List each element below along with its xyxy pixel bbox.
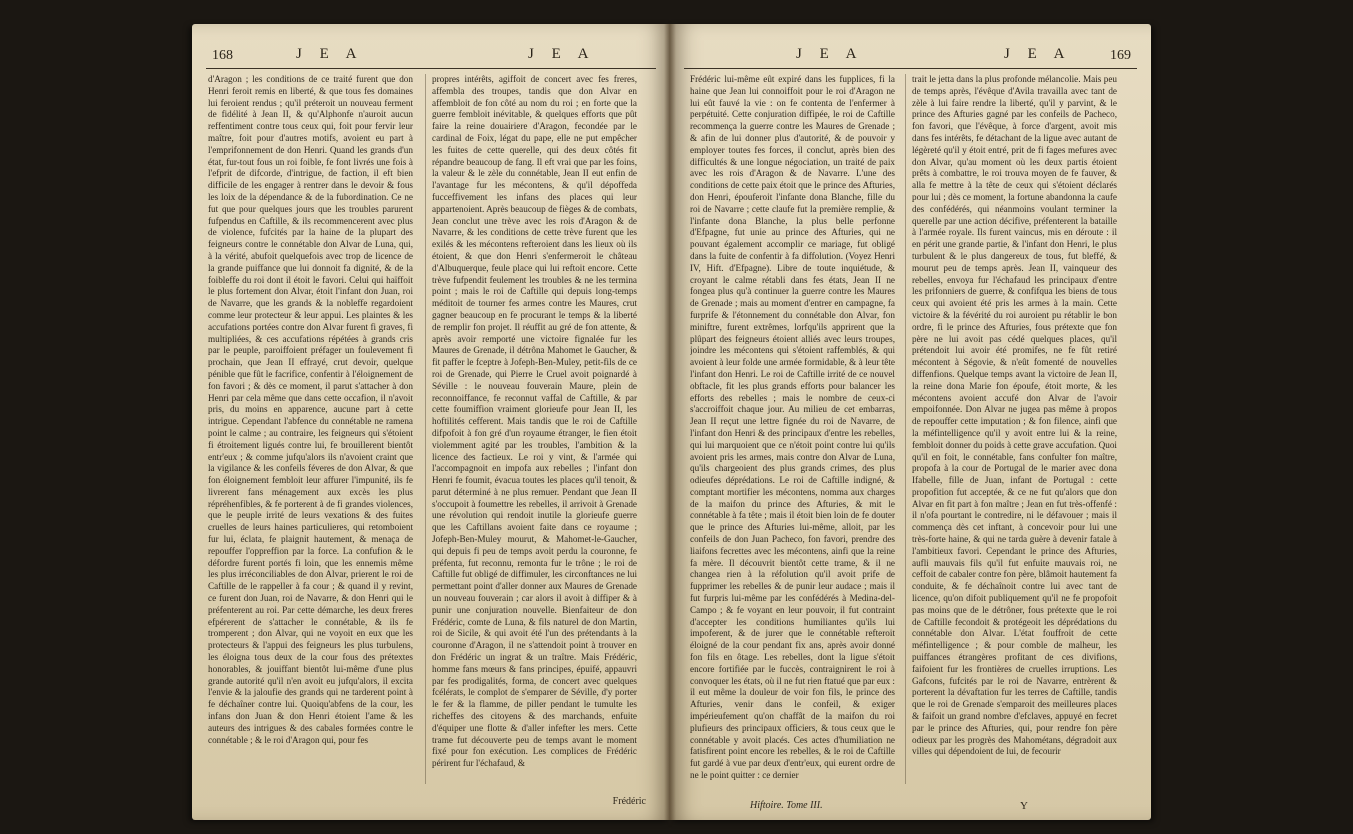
right-page-footer: Hiftoire. Tome III.	[750, 800, 823, 811]
left-page-header	[208, 46, 654, 66]
left-column-divider	[425, 74, 426, 784]
left-catchword: Frédéric	[612, 796, 646, 807]
left-page-number: 168	[212, 48, 233, 63]
left-running-head-b: J E A	[528, 46, 596, 62]
right-running-head-a: J E A	[796, 46, 864, 62]
signature-mark: Y	[1020, 800, 1028, 812]
right-column-divider	[905, 74, 906, 784]
left-column-1: d'Aragon ; les conditions de ce traité furent que don Henri feroit remis en liberté, & que tous fes domaines lui feroient rendus ; qu'il préteroit un nouveau ferment de fidélité à Jean II, & qu'Alphonfe n'auroit aucun reffentiment contre tous ceux qui, foit pour fervir leur maître, foit pour d'autres motifs, avoient eu part à l'emprifonnement de don Henri. Quand les grands d'un état, fur-tout fous un roi foible, fe font livrés une fois à l'efprit de difcorde, d'intrigue, de faction, il eft bien difficile de les engager à rentrer dans le devoir & fous les loix de la dépendance & de la fubordination. Ce ne fut que pour quelques jours que les troubles parurent fufpendus en Caftille, & ils recommencerent avec plus de violence, fufcités par la haine de la plupart des feigneurs contre le connétable don Alvar de Luna, qui, à la vérité, abufoit quelquefois avec trop de licence de la grande puiffance que lui donnoit fa dignité, & de la foibleffe du roi dont il étoit le favori. Celui qui haïffoit le plus fortement don Alvar, étoit l'infant don Juan, roi de Navarre, que les grands & la nobleffe regardoient comme leur protecteur & leur appui. Les plaintes & les accufations portées contre don Alvar furent fi graves, fi multipliées, & ces accufations répétées à grands cris par le peuple, paroiffoient préfager un foulevement fi prochain, que Jean II effrayé, crut devoir, quelque pénible que fût le facrifice, confentir à l'éloignement de fon favori ; & dès ce moment, il parut s'attacher à don Henri par cela même que dans cette occafion, il n'avoit pris, du moins en apparence, aucune part à cette intrigue. Cependant l'abfence du connétable ne ramena point le calme ; au contraire, les feigneurs qui s'étoient fi étroitement ligués contre lui, fe brouillerent bientôt entr'eux ; & comme jufqu'alors ils n'avoient craint que la vigilance & les confeils féveres de don Alvar, & que fon éloignement fembloit leur affurer l'impunité, ils fe livrerent fans ménagement aux excès les plus répréhenfibles, & fe porterent à de fi grandes violences, que le peuple irrité de leurs vexations & des fuites cruelles de leurs haines particulieres, qui retomboient fur lui, éclata, fe plaignit hautement, & menaça de repouffer l'oppreffion par la force. La confufion & le défordre furent portés fi loin, que les ennemis même les plus irréconciliables de don Alvar, prierent le roi de Caftille de le rappeller à fa cour ; & quand il y revint, ce furent don Juan, roi de Navarre, & don Henri qui le préfenterent au roi. Par cette démarche, les deux freres efpérerent de s'attacher le connétable, & ils fe tromperent ; don Alvar, qui ne voyoit en eux que les protecteurs & l'appui des feigneurs les plus turbulens, les éloigna tous deux de la cour fous des prétextes honorables, & jouiffant bientôt lui-même d'une plus grande autorité qu'il n'en avoit eu jufqu'alors, il excita l'envie & la jaloufie des grands qui ne tarderent point à fe déchaîner contre lui. Quoiqu'abfens de la cour, les infans don Juan & don Henri étoient l'ame & les auteurs des intrigues & des cabales formées contre le connétable ; & le roi d'Aragon qui, pour fes	[208, 74, 413, 745]
right-column-2: trait le jetta dans la plus profonde mélancolie. Mais peu de temps après, l'évêque d'Avila travailla avec tant de zèle à lui faire rendre la liberté, qu'il y parvint, & le prince des Afturies gagné par les confeils de Pacheco, fon favori, que l'évêque, à force d'argent, avoit mis dans fes intérêts, fe détachant de la ligue avec autant de légèreté qu'il y étoit entré, prit de fi fages mefures avec don Alvar, qu'au moment où les deux partis étoient prêts à combattre, le roi trouva moyen de fe fauver, & alla fe mettre à la tête de ceux qui s'étoient déclarés pour lui ; dès ce moment, la fortune abandonna la caufe des confédérés, qui néanmoins voulant terminer la querelle par une action décifive, préfenterent la bataille à l'armée royale. Ils furent vaincus, mis en déroute : il en périt une grande partie, & l'infant don Henri, le plus turbulent & le plus dangereux de tous, fut bleffé, & mourut peu de temps après. Jean II, vainqueur des rebelles, envoya fur l'échafaud les principaux d'entre les prifonniers de guerre, & confifqua les biens de tous ceux qui avoient été pris les armes à la main. Cette victoire & la févérité du roi auroient pu rétablir le bon ordre, fi le prince des Afturies, fous prétexte que fon père ne lui avoit pas cédé quelques places, qu'il prétendoit lui avoir été promifes, ne fe fût retiré mécontent à Ségovie, & n'eût fomenté de nouvelles diffenfions. Quelque temps avant la victoire de Jean II, la reine dona Marie fon époufe, étoit morte, & les mécontens avoient accufé don Alvar de l'avoir empoifonnée. Don Alvar ne jugea pas même à propos de repouffer cette imputation ; & fon filence, ainfi que la méfintelligence qu'il y avoit entre lui & la reine, fembloit donner du poids à cette grave accufation. Quoi qu'il en foit, le connétable, fans confulter fon maître, propofa à la cour de Portugal de le marier avec dona Ifabelle, fille de Juan, infant de Portugal : cette propofition fut acceptée, & ce ne fut qu'alors que don Alvar en fit part à fon maître ; Jean en fut très-offenfé : il n'ofa pourtant le contredire, ni le défavouer ; mais il commença dès cet inftant, à concevoir pour lui une très-forte haine, & qui ne tarda guère à devenir fatale à l'ambitieux favori. Cependant le prince des Afturies, aufli mauvais fils qu'il fut enfuite mauvais roi, ne ceffoit de cabaler contre fon père, blâmoit hautement fa conduite, & fe déchaînoit contre lui avec tant de licence, qu'on difoit publiquement qu'il ne fe propofoit pas moins que de le détrôner, fous prétexte que le roi de Caftille fecondoit & protégeoit les déprédations du connétable don Alvar. L'état fouffroit de cette méfintelligence ; & pour comble de malheur, les puiffances étrangères profitant de ces divifions, faifoient fur les frontières de cruelles irruptions. Les Gafcons, fufcités par le roi de Navarre, entrèrent & porterent la dévaftation fur les terres de Caftille, tandis que le roi de Grenade s'emparoit des meilleures places & faifoit un grand nombre d'efclaves, appuyé en fecret par le prince des Afturies, qui, pour rendre fon père odieux par les progrès des Mahométans, dégradoit aux villes qui dépendoient de lui, de fecourir	[912, 74, 1117, 757]
book-gutter	[664, 24, 676, 820]
right-column-1: Frédéric lui-même eût expiré dans les fupplices, fi la haine que Jean lui connoiffoit pour le roi d'Aragon ne lui eût fauvé la vie : on fe contenta de l'enfermer à perpétuité. Cette conjuration diffipée, le roi de Caftille recommença la guerre contre les Maures de Grenade ; & afin de lui donner plus d'autorité, & de pouvoir y employer toutes fes forces, il conclut, après bien des difficultés & une longue négociation, un traité de paix avec les rois d'Aragon & de Navarre. L'une des conditions de cette paix étoit que le prince des Afturies, don Henri, épouferoit l'infante dona Blanche, fille du roi de Navarre ; cette claufe fut la première remplie, & l'infante dona Blanche, la plus belle perfonne d'Efpagne, fut unie au prince des Afturies, qui ne pouvant également accomplir ce mariage, fut obligé dans la fuite de confentir à fa diffolution. (Voyez Henri IV, Hift. d'Efpagne). Libre de toute inquiétude, & croyant le calme rétabli dans fes états, Jean II ne fongea plus qu'à continuer la guerre contre les Maures de Grenade ; mais au moment d'entrer en campagne, fa furprife & l'étonnement du connétable don Alvar, fon miniftre, furent extrêmes, lorfqu'ils apprirent que la plûpart des feigneurs étoient alliés avec leurs troupes, joindre les mécontens qui s'étoient raffemblés, & qui avoient à leur folde une armée formidable, & à leur tête l'infant don Henri. Le roi de Caftille irrité de ce nouvel obftacle, fit les plus grands efforts pour balancer les efforts des rebelles ; mais le nombre de ceux-ci s'accroiffoit chaque jour. Au milieu de cet embarras, Jean II reçut une lettre fignée du roi de Navarre, de l'infant don Henri & des principaux d'entre les rebelles, qui lui marquoient que ce n'étoit point contre lui qu'ils avoient pris les armes, mais contre don Alvar de Luna, qu'ils chargeoient des plus grands crimes, des plus odieufes déprédations. Le roi de Caftille indigné, & comptant mortifier les mécontens, nomma aux charges de la maifon du prince des Afturies, & mit le connétable à fa tête ; mais il étoit bien loin de fe douter que le prince des Afturies lui-même, alloit, par les confeils de don Juan Pacheco, fon favori, prendre des liaifons fecrettes avec les mécontens, ainfi que la reine fa mère. Il découvrit bientôt cette trame, & il ne changea rien à la réfolution qu'il avoit prife de fupprimer les rebelles & de punir leur audace ; mais il fut furpris lui-même par les confédérés à Medina-del-Campo ; & fe voyant en leur pouvoir, il fut contraint d'accepter les conditions humiliantes qu'ils lui impoferent, & de jurer que le connétable refteroit éloigné de la cour pendant fix ans, après avoir donné fon fils en ôtage. Les rebelles, dont la ligue s'étoit encore fortifiée par le fuccès, contraignirent le roi à convoquer les états, où il ne fut rien ftatué que par eux : il eut même la douleur de voir fon fils, le prince des Afturies, venir dans le confeil, & exiger impérieufement qu'on chaffât de la maifon du roi plufieurs des principaux officiers, & tous ceux que le connétable y avoit placés. Ces actes d'humiliation ne fatisfirent point encore les rebelles, & le roi de Caftille fut gardé à vue par deux d'entr'eux, qui eurent ordre de ne le point quitter : ce dernier	[690, 74, 895, 781]
left-page	[192, 24, 670, 820]
right-header-rule	[684, 68, 1137, 69]
right-running-head-b: J E A	[1004, 46, 1072, 62]
left-column-2: propres intérêts, agiffoit de concert avec fes freres, affembla des troupes, tandis que don Alvar en affembloit de fon côté au nom du roi ; en forte que la guerre fembloit inévitable, & quelques efforts que pût faire la reine douairiere d'Aragon, fecondée par le cardinal de Foix, légat du pape, elle ne put empêcher les fuites de cette querelle, qui des deux côtés fit répandre beaucoup de fang. Il eft vrai que par les foins, la valeur & le zèle du connétable, Jean II eut enfin de l'avantage fur les mécontens, & qu'il dépoffeda fucceffivement les infans des places qui leur appartenoient. Après beaucoup de fièges & de combats, Jean conclut une trève avec les rois d'Aragon & de Navarre, & les conditions de cette trève furent que les exilés & les mécontens refteroient dans les lieux où ils étoient, & que don Henri s'enfermeroit le château d'Albuquerque, feule place qui lui reftoit encore. Cette trève fufpendit feulement les troubles & ne les termina point ; mais le roi de Caftille qui depuis long-temps méditoit de tourner fes armes contre les Maures, crut gagner beaucoup en fe procurant le temps & la liberté de remplir fon projet. Il réuffit au gré de fon attente, & après avoir remporté une victoire fignalée fur les Maures de Grenade, il détrôna Mahomet le Gaucher, & fit paffer le fceptre à Jofeph-Ben-Muley, petit-fils de ce roi de Grenade, qui Pierre le Cruel avoit poignardé à Séville : le nouveau fouverain Maure, plein de reconnoiffance, fe reconnut vaffal de Caftille, & par cette foumiffion vraiment glorieufe pour Jean II, les hoftilités cefferent. Mais tandis que le roi de Caftille difpofoit à fon gré d'un royaume étranger, le fien étoit violemment agité par les troubles, l'ambition & la licence des factieux. Le roi y vint, & l'armée qui l'accompagnoit en impofa aux rebelles ; l'infant don Henri fe foumit, évacua toutes les places qu'il tenoit, & parut déterminé à ne plus remuer. Pendant que Jean II s'occupoit à foumettre les rebelles, il arrivoit à Grenade une révolution qui rendoit inutile la glorieufe guerre que les Caftillans avoient faite dans ce royaume ; Jofeph-Ben-Muley mourut, & Mahomet-le-Gaucher, qui depuis fi peu de temps avoit perdu la couronne, fe préfenta, fut reconnu, remonta fur le trône ; le roi de Caftille fut obligé de diffimuler, les circonftances ne lui permettant point d'aller donner aux Maures de Grenade un nouveau fouverain ; car alors il avoit à diffiper & à punir une conjuration nouvelle. Bienfaiteur de don Frédéric, comte de Luna, & fils naturel de don Martin, roi de Sicile, & qui avoit été l'un des prétendants à la couronne d'Aragon, il ne s'attendoit point à trouver en don Frédéric un ingrat & un traître. Mais Frédéric, homme fans mœurs & fans principes, épuifé, appauvri par fes prodigalités, forma, de concert avec quelques fcélérats, le complot de s'emparer de Séville, d'y porter le fer & la flamme, de piller pendant le tumulte les richeffes des citoyens & des marchands, enfuite d'équiper une flotte & d'aller infefter les mers. Cette trame fut découverte peu de temps avant le moment fixé pour fon exécution. Les complices de Frédéric périrent fur l'échafaud, &	[432, 74, 637, 769]
right-page-header	[686, 46, 1135, 66]
left-running-head-a: J E A	[296, 46, 364, 62]
left-header-rule	[206, 68, 656, 69]
right-page-number: 169	[1110, 48, 1131, 63]
right-page	[670, 24, 1151, 820]
